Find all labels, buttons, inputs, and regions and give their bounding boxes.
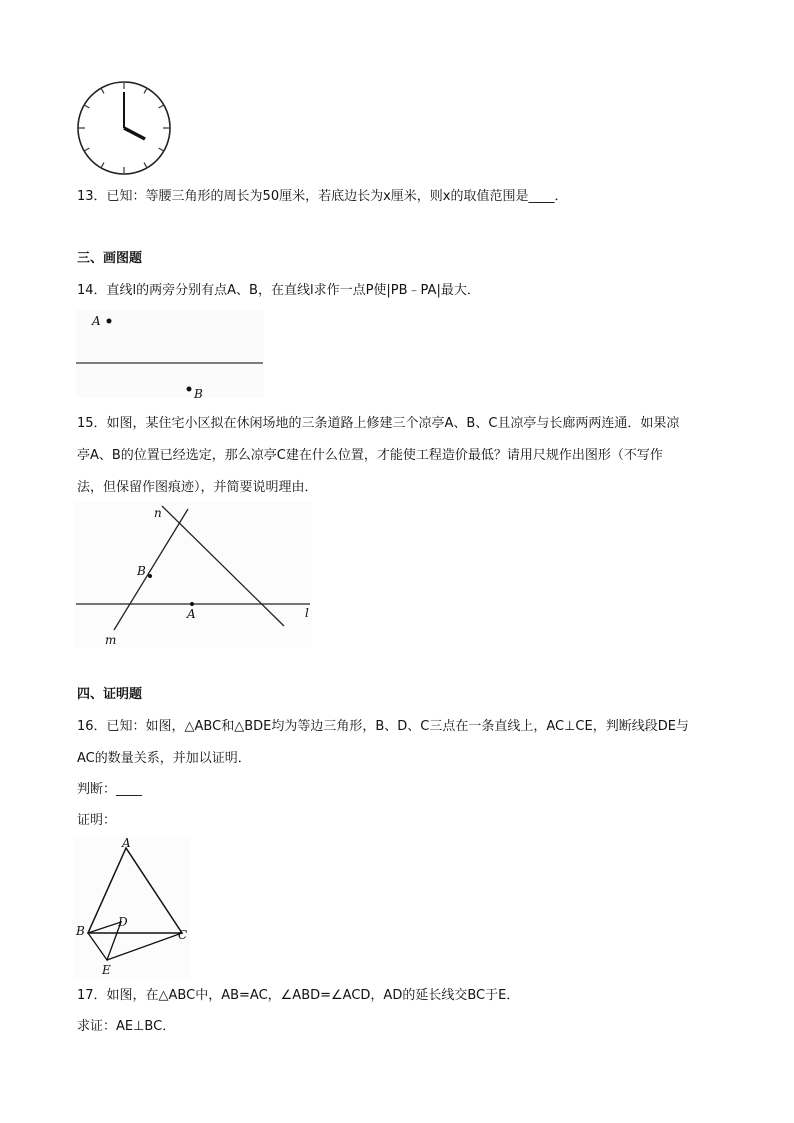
question-16-line-1: 16．已知：如图，△ABC和△BDE均为等边三角形，B、D、C三点在一条直线上，AC⊥CE，判断线段DE与 — [77, 719, 689, 734]
point-d-label: D — [118, 915, 128, 929]
section-4-title: 四、证明题 — [77, 687, 143, 702]
point-a-label: A — [122, 836, 131, 850]
point-c-label: C — [178, 928, 188, 942]
question-16-line-2: AC的数量关系，并加以证明． — [77, 751, 251, 766]
question-13: 13．已知：等腰三角形的周长为50厘米，若底边长为x厘米，则x的取值范围是____． — [77, 189, 568, 204]
point-b — [187, 387, 192, 392]
point-a — [107, 319, 112, 324]
question-16-proof-label: 证明： — [77, 813, 117, 828]
point-b-label: B — [137, 564, 146, 578]
question-15-line-2: 亭A、B的位置已经选定，那么凉亭C建在什么位置，才能使工程造价最低？请用尺规作出图形（不写作 — [77, 448, 663, 463]
section-3-title: 三、画图题 — [77, 251, 143, 266]
point-a-label: A — [92, 314, 101, 328]
line-n-label: n — [154, 506, 162, 520]
question-15-line-1: 15．如图，某住宅小区拟在休闲场地的三条道路上修建三个凉亭A、B、C且凉亭与长廊两两连通．如果凉 — [77, 416, 680, 431]
line-m-label: m — [105, 633, 117, 647]
point-a-label: A — [187, 607, 196, 621]
question-16-judge: 判断：____ — [77, 782, 143, 797]
line-l-label: l — [305, 606, 309, 620]
question-15-line-3: 法，但保留作图痕迹），并简要说明理由． — [77, 480, 318, 495]
point-e-label: E — [102, 963, 111, 977]
q16-figure — [74, 836, 192, 982]
question-17-prove: 求证：AE⊥BC． — [77, 1019, 176, 1034]
question-14: 14．直线l的两旁分别有点A、B，在直线l求作一点P使|PB﹣PA|最大． — [77, 283, 480, 298]
point-a — [190, 602, 194, 606]
q15-figure — [74, 502, 314, 650]
point-b — [148, 574, 152, 578]
point-b-label: B — [76, 924, 85, 938]
hour-hand — [124, 128, 145, 139]
clock-figure — [74, 80, 174, 180]
question-17: 17．如图，在△ABC中，AB=AC，∠ABD=∠ACD，AD的延长线交BC于E． — [77, 988, 520, 1003]
q14-figure — [74, 308, 266, 400]
point-b-label: B — [194, 387, 203, 400]
